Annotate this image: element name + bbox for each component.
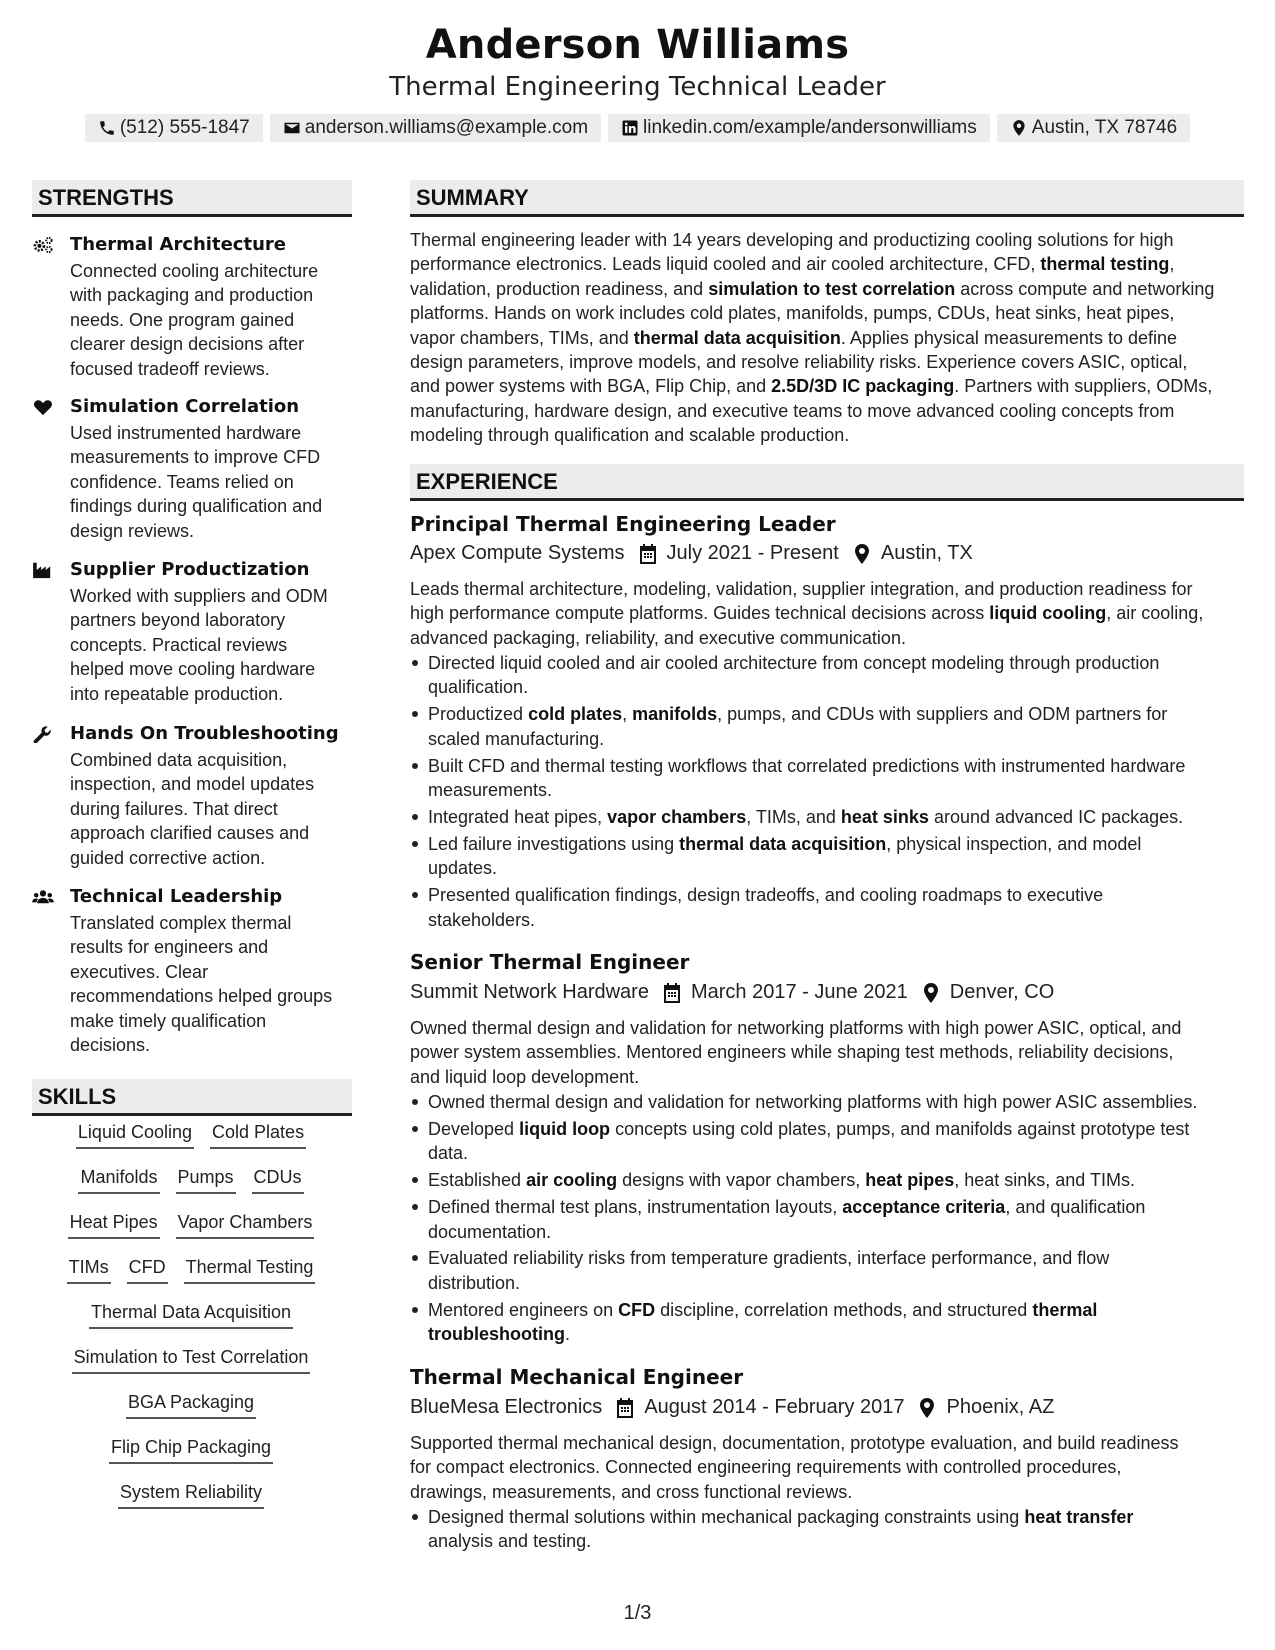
strength-title: Supplier Productization (70, 559, 310, 580)
contact-email[interactable] (270, 114, 601, 142)
candidate-name: Anderson Williams (425, 22, 850, 68)
skill-tag: Heat Pipes (68, 1210, 160, 1239)
map-pin-icon (853, 544, 871, 564)
skill-tag: Flip Chip Packaging (109, 1435, 273, 1464)
text-line: Thermal engineering leader with 14 years developing and productizing cooling solutions for high (410, 230, 1174, 250)
text-line: and liquid loop development. (410, 1066, 640, 1087)
job-meta (410, 1396, 1054, 1419)
strength-description: Worked with suppliers and ODM partners beyond laboratory concepts. Practical reviews helped move cooling hardware into repeatable production. (70, 586, 328, 704)
job-company: BlueMesa Electronics (410, 1396, 603, 1418)
job-meta (410, 542, 973, 565)
skill-tag: BGA Packaging (126, 1390, 256, 1419)
job-bullets (410, 1090, 1244, 1349)
bullet-item: Mentored engineers on CFD discipline, correlation methods, and structured thermal troubleshooting. (410, 1298, 1244, 1347)
strength-title: Hands On Troubleshooting (70, 723, 339, 744)
skill-tag: Vapor Chambers (176, 1210, 315, 1239)
strength-title: Technical Leadership (70, 886, 283, 907)
contact-linkedin[interactable] (608, 114, 990, 142)
strength-description: Connected cooling architecture with packaging and production needs. One program gained clearer design decisions after focused tradeoff reviews. (70, 261, 319, 379)
calendar-icon (663, 983, 681, 1003)
strengths-heading: STRENGTHS (32, 180, 352, 217)
summary-heading: SUMMARY (410, 180, 1244, 217)
bullet-item: Established air cooling designs with vapor chambers, heat pipes, heat sinks, and TIMs. (410, 1168, 1244, 1192)
map-pin-icon (1010, 119, 1028, 137)
users-icon (32, 888, 54, 906)
map-pin-icon (918, 1398, 936, 1418)
text-line: manufacturing, hardware design, and executive teams to move advanced cooling concepts from (410, 400, 1175, 421)
text-line: validation, production readiness, and simulation to test correlation across compute and networking (410, 278, 1215, 299)
job-location: Austin, TX (880, 542, 973, 564)
strength-description: Used instrumented hardware measurements to improve CFD confidence. Teams relied on findings during qualification and design reviews. (70, 423, 323, 541)
skill-tag: CDUs (252, 1165, 304, 1194)
bullet-item: Productized cold plates, manifolds, pumps, and CDUs with suppliers and ODM partners for scaled manufacturing. (410, 702, 1244, 751)
job-title: Thermal Mechanical Engineer (410, 1365, 744, 1389)
job-company: Summit Network Hardware (410, 981, 649, 1003)
skill-tag: Cold Plates (210, 1120, 306, 1149)
contact-email-text: anderson.williams@example.com (304, 117, 589, 138)
skills-heading: SKILLS (32, 1079, 352, 1116)
strength-title: Simulation Correlation (70, 396, 300, 417)
bullet-item: Directed liquid cooled and air cooled architecture from concept modeling through production qualification. (410, 651, 1244, 700)
envelope-icon (283, 119, 301, 137)
skills-list (32, 1120, 350, 1525)
contact-phone-text: (512) 555-1847 (119, 117, 250, 138)
bullet-item: Defined thermal test plans, instrumentation layouts, acceptance criteria, and qualification documentation. (410, 1195, 1244, 1244)
strength-description: Combined data acquisition, inspection, and model updates during failures. That direct approach clarified causes and guided corrective action. (70, 750, 315, 868)
job-description (410, 1431, 1244, 1504)
strength-title: Thermal Architecture (70, 234, 286, 255)
text-line: vapor chambers, TIMs, and thermal data acquisition. Applies physical measurements to define (410, 327, 1177, 348)
skill-tag: Manifolds (78, 1165, 159, 1194)
summary-text (410, 228, 1244, 448)
contact-bar (0, 114, 1275, 142)
calendar-icon (639, 544, 657, 564)
bullet-item: Owned thermal design and validation for networking platforms with high power ASIC assemblies. (410, 1090, 1244, 1114)
text-line: advanced packaging, reliability, and executive communication. (410, 627, 906, 648)
bullet-item: Developed liquid loop concepts using cold plates, pumps, and manifolds against prototype test data. (410, 1117, 1244, 1166)
job-bullets (410, 651, 1244, 934)
skill-tag: Simulation to Test Correlation (72, 1345, 311, 1374)
skill-tag: TIMs (67, 1255, 111, 1284)
text-line: high performance compute platforms. Guides technical decisions across liquid cooling, air cooling, (410, 603, 1204, 624)
job-company: Apex Compute Systems (410, 542, 625, 564)
job-description (410, 577, 1244, 650)
skill-tag: Thermal Testing (184, 1255, 316, 1284)
phone-icon (98, 119, 116, 137)
calendar-icon (616, 1398, 634, 1418)
job-location: Phoenix, AZ (946, 1396, 1055, 1418)
gears-icon (32, 236, 54, 254)
skill-tag: Liquid Cooling (76, 1120, 194, 1149)
text-line: Supported thermal mechanical design, documentation, prototype evaluation, and build readiness (410, 1433, 1179, 1453)
skill-tag: CFD (127, 1255, 168, 1284)
text-line: power system assemblies. Mentored engineers while shaping test methods, reliability decisions, (410, 1042, 1174, 1063)
map-pin-icon (922, 983, 940, 1003)
text-line: for compact electronics. Connected engineering requirements with controlled procedures, (410, 1457, 1122, 1478)
bullet-item: Evaluated reliability risks from temperature gradients, interface performance, and flow distribution. (410, 1246, 1244, 1295)
strength-description: Translated complex thermal results for engineers and executives. Clear recommendations helped groups make timely qualification decisions. (70, 913, 333, 1056)
contact-linkedin-text: linkedin.com/example/andersonwilliams (643, 117, 977, 138)
job-dates: July 2021 - Present (666, 542, 839, 564)
linkedin-icon (621, 119, 639, 137)
bullet-item: Designed thermal solutions within mechanical packaging constraints using heat transfer analysis and testing. (410, 1505, 1244, 1554)
skill-tag: Thermal Data Acquisition (89, 1300, 293, 1329)
page-number: 1/3 (623, 1602, 652, 1624)
skill-tag: Pumps (176, 1165, 236, 1194)
text-line: Owned thermal design and validation for networking platforms with high power ASIC, optical, and (410, 1018, 1182, 1038)
contact-phone[interactable] (85, 114, 263, 142)
contact-location-text: Austin, TX 78746 (1031, 117, 1178, 138)
industry-icon (32, 561, 54, 579)
text-line: design parameters, improve models, and resolve reliability risks. Experience covers ASIC, optical, (410, 352, 1188, 373)
job-bullets (410, 1505, 1244, 1556)
job-title: Senior Thermal Engineer (410, 950, 690, 974)
job-description (410, 1016, 1244, 1089)
text-line: performance electronics. Leads liquid cooled and air cooled architecture, CFD, thermal testing, (410, 254, 1175, 275)
bullet-item: Led failure investigations using thermal data acquisition, physical inspection, and model updates. (410, 832, 1244, 881)
job-dates: March 2017 - June 2021 (690, 981, 908, 1003)
skill-tag: System Reliability (118, 1480, 264, 1509)
text-line: modeling through qualification and scalable production. (410, 425, 850, 446)
job-dates: August 2014 - February 2017 (644, 1396, 905, 1418)
text-line: Leads thermal architecture, modeling, validation, supplier integration, and production readiness for (410, 579, 1193, 599)
contact-location[interactable] (997, 114, 1190, 142)
text-line: and power systems with BGA, Flip Chip, and 2.5D/3D IC packaging. Partners with suppliers, ODMs, (410, 376, 1213, 397)
wrench-icon (32, 725, 54, 743)
heart-icon (32, 398, 54, 416)
experience-heading: EXPERIENCE (410, 464, 1244, 501)
text-line: drawings, measurements, and cross functional reviews. (410, 1481, 853, 1502)
job-title: Principal Thermal Engineering Leader (410, 512, 836, 536)
candidate-title: Thermal Engineering Technical Leader (389, 72, 886, 102)
bullet-item: Built CFD and thermal testing workflows that correlated predictions with instrumented hardware measurements. (410, 754, 1244, 803)
job-meta (410, 981, 1054, 1004)
job-location: Denver, CO (949, 981, 1055, 1003)
bullet-item: Presented qualification findings, design tradeoffs, and cooling roadmaps to executive stakeholders. (410, 883, 1244, 932)
text-line: platforms. Hands on work includes cold plates, manifolds, pumps, CDUs, heat sinks, heat pipes, (410, 303, 1175, 324)
bullet-item: Integrated heat pipes, vapor chambers, TIMs, and heat sinks around advanced IC packages. (410, 805, 1244, 829)
